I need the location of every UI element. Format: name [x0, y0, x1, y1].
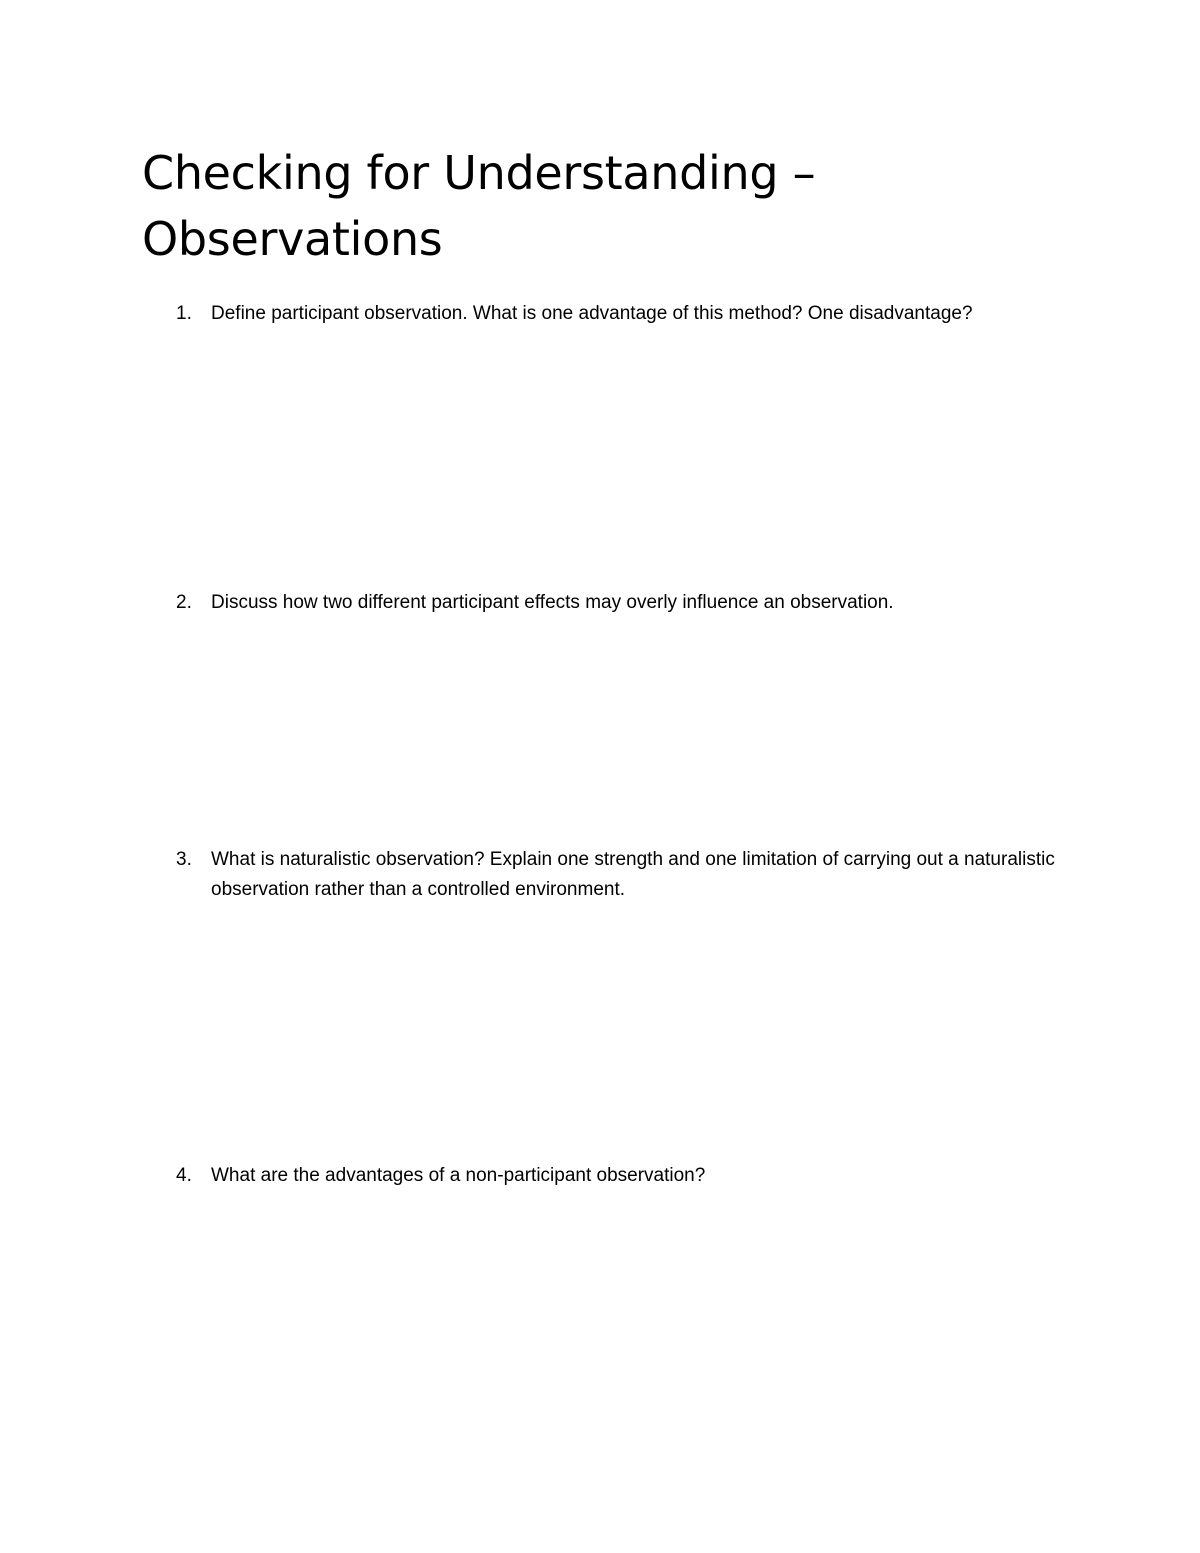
question-text: What are the advantages of a non-participant observation?: [211, 1165, 706, 1186]
question-number: 3.: [176, 849, 192, 870]
page-title: Checking for Understanding – Observations: [142, 146, 816, 266]
question-number: 4.: [176, 1165, 192, 1186]
question-number: 1.: [176, 303, 192, 324]
question-3: [142, 845, 1072, 905]
question-4: [142, 1161, 1072, 1191]
question-text: Discuss how two different participant effects may overly influence an observation.: [211, 592, 894, 613]
question-number: 2.: [176, 592, 192, 613]
question-text: What is naturalistic observation? Explain one strength and one limitation of carrying out a naturalistic observation rather than a controlled environment.: [211, 849, 1055, 900]
question-1: [142, 299, 1072, 329]
question-text: Define participant observation. What is one advantage of this method? One disadvantage?: [211, 303, 973, 324]
question-2: [142, 588, 1072, 618]
